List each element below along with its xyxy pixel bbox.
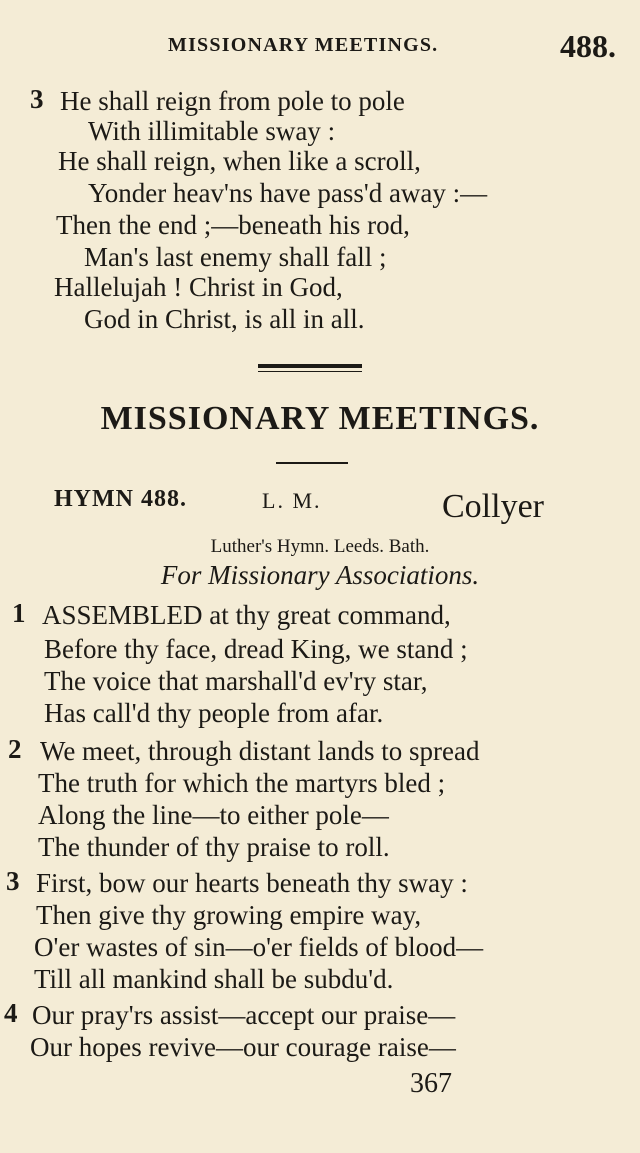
verse-line: ASSEMBLED at thy great command, [42,600,451,630]
stanza-number: 1 [12,598,26,628]
hymn-subtitle: For Missionary Associations. [160,560,480,590]
hymn-label: HYMN 488. [54,486,187,512]
stanza-number: 3 [30,84,44,114]
hymn-meter: L. M. [262,488,322,513]
verse-line: Along the line—to either pole— [38,800,389,830]
section-rule [276,462,348,464]
verse-line: With illimitable sway : [88,116,336,146]
double-rule-bottom [258,371,362,372]
running-head: MISSIONARY MEETINGS. [168,34,439,56]
tune-names: Luther's Hymn. Leeds. Bath. [210,536,430,557]
verse-line: The thunder of thy praise to roll. [38,832,390,862]
verse-line: He shall reign from pole to pole [60,86,405,116]
double-rule-top [258,364,362,368]
stanza-number: 2 [8,734,22,764]
verse-line: The voice that marshall'd ev'ry star, [44,666,428,696]
verse-line: Man's last enemy shall fall ; [84,242,387,272]
verse-line: O'er wastes of sin—o'er fields of blood— [34,932,484,962]
verse-line: Then give thy growing empire way, [36,900,422,930]
hymn-author: Collyer [442,488,544,525]
verse-line: Has call'd thy people from afar. [44,698,384,728]
verse-line: He shall reign, when like a scroll, [58,146,421,176]
verse-line: The truth for which the martyrs bled ; [38,768,446,798]
verse-line: We meet, through distant lands to spread [40,736,480,766]
verse-line: Our pray'rs assist—accept our praise— [32,1000,456,1030]
stanza-number: 4 [4,998,18,1028]
section-title: MISSIONARY MEETINGS. [100,400,540,437]
verse-line: First, bow our hearts beneath thy sway : [36,868,468,898]
verse-line: Till all mankind shall be subdu'd. [34,964,394,994]
verse-line: Then the end ;—beneath his rod, [56,210,410,240]
verse-line: Hallelujah ! Christ in God, [54,272,343,302]
verse-line: Yonder heav'ns have pass'd away :— [88,178,488,208]
verse-line: Before thy face, dread King, we stand ; [44,634,468,664]
verse-line: Our hopes revive—our courage raise— [30,1032,456,1062]
stanza-number: 3 [6,866,20,896]
signature-number: 367 [410,1068,452,1099]
verse-line: God in Christ, is all in all. [84,304,365,334]
page-number: 488. [560,28,616,64]
